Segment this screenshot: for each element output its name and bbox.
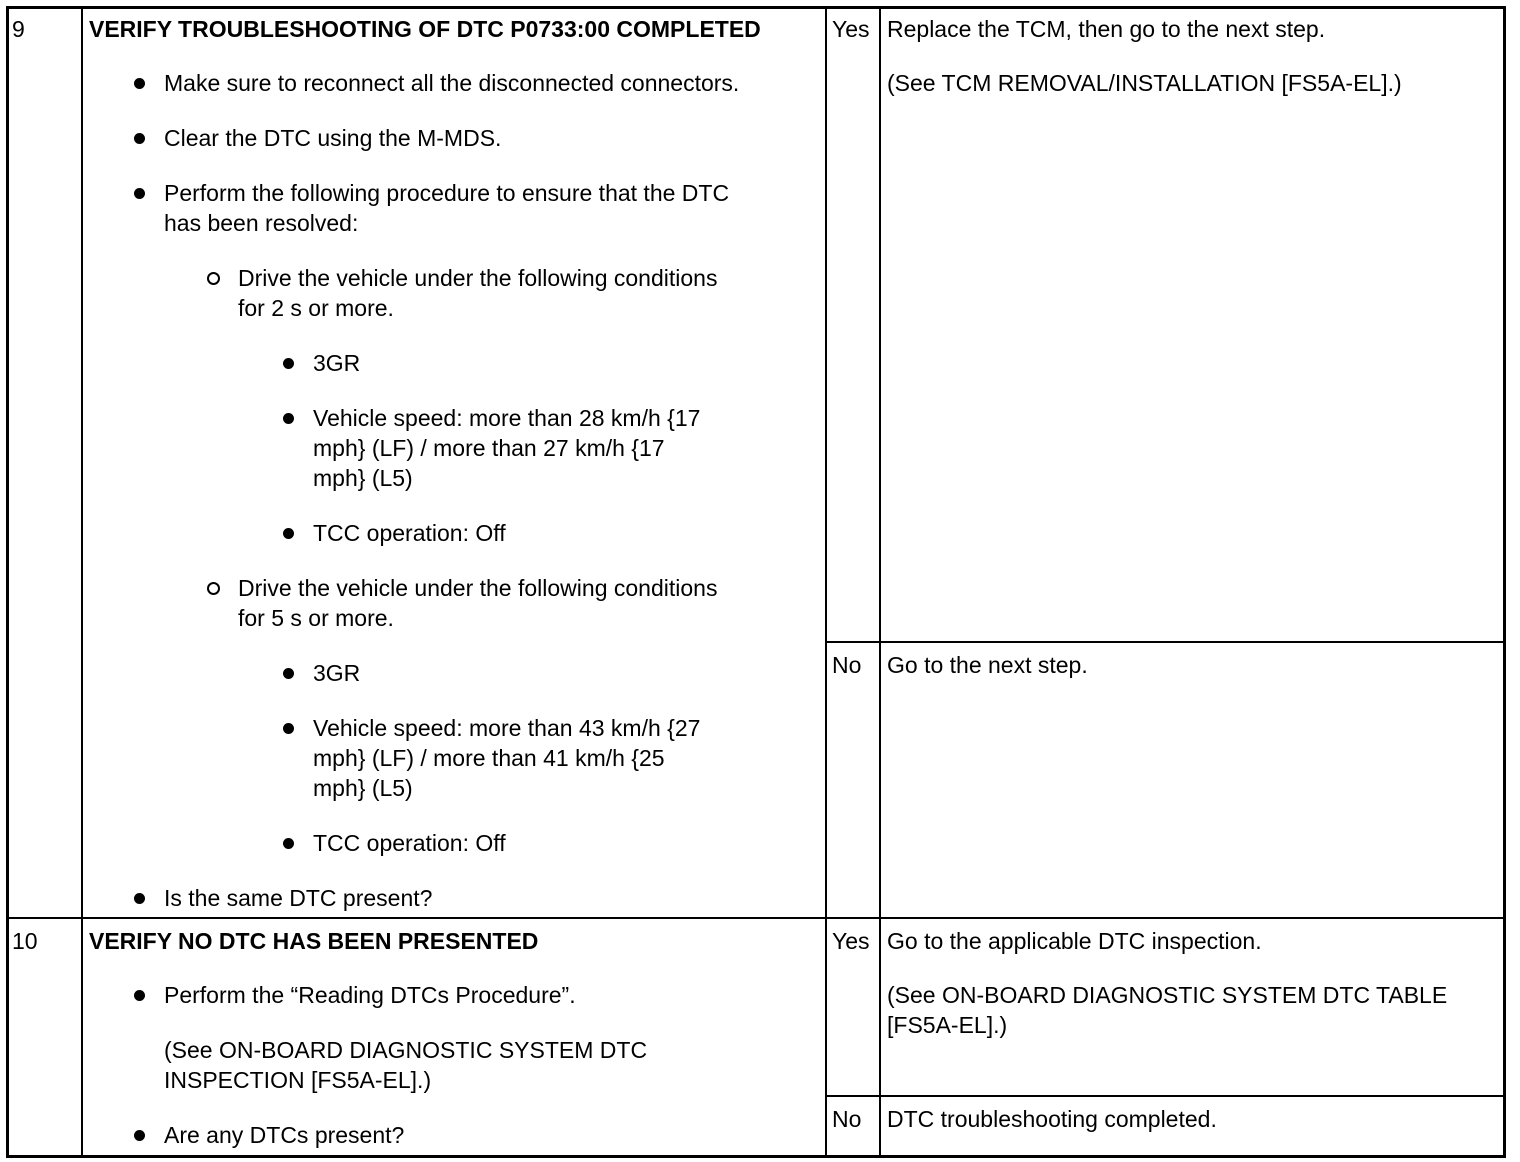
step-10-reference-line1: (See ON-BOARD DIAGNOSTIC SYSTEM DTC — [164, 1037, 648, 1063]
step-10-number: 10 — [12, 928, 38, 954]
row-divider-step-10-yes-no — [825, 1095, 1506, 1097]
step-9-yes-label: Yes — [832, 16, 870, 42]
step-10-yes-reference-line1: (See ON-BOARD DIAGNOSTIC SYSTEM DTC TABLE — [887, 982, 1448, 1008]
bullet-icon — [283, 358, 294, 369]
condition-2-gear: 3GR — [313, 660, 361, 686]
bullet-icon — [134, 1130, 145, 1141]
step-10-question: Are any DTCs present? — [164, 1122, 405, 1148]
condition-1-tcc: TCC operation: Off — [313, 520, 506, 546]
step-10-no-label: No — [832, 1106, 862, 1132]
row-divider-step-9-yes-no — [825, 641, 1506, 643]
condition-1-speed-line2: mph} (LF) / more than 27 km/h {17 — [313, 435, 665, 461]
step-9-yes-action: Replace the TCM, then go to the next step. — [887, 16, 1326, 42]
step-10-yes-reference-line2: [FS5A-EL].) — [887, 1012, 1008, 1038]
condition-1-gear: 3GR — [313, 350, 361, 376]
step-10-no-action: DTC troubleshooting completed. — [887, 1106, 1217, 1132]
bullet-icon — [283, 838, 294, 849]
bullet-icon — [134, 133, 145, 144]
bullet-icon — [283, 668, 294, 679]
step-10-bullet-read-dtcs: Perform the “Reading DTCs Procedure”. — [164, 982, 576, 1008]
step-10-reference-line2: INSPECTION [FS5A-EL].) — [164, 1067, 432, 1093]
bullet-icon — [283, 413, 294, 424]
condition-2-line2: for 5 s or more. — [238, 605, 394, 631]
condition-1-line1: Drive the vehicle under the following conditions — [238, 265, 718, 291]
condition-2-speed-line1: Vehicle speed: more than 43 km/h {27 — [313, 715, 701, 741]
column-divider-procedure — [825, 6, 827, 1158]
bullet-icon — [134, 188, 145, 199]
condition-2-speed-line3: mph} (L5) — [313, 775, 413, 801]
condition-1-speed-line1: Vehicle speed: more than 28 km/h {17 — [313, 405, 701, 431]
condition-1-line2: for 2 s or more. — [238, 295, 394, 321]
step-9-yes-reference: (See TCM REMOVAL/INSTALLATION [FS5A-EL].) — [887, 70, 1402, 96]
step-9-bullet-clear-dtc: Clear the DTC using the M-MDS. — [164, 125, 502, 151]
sub-bullet-circle-icon — [207, 272, 220, 285]
bullet-icon — [283, 528, 294, 539]
step-9-number: 9 — [12, 16, 25, 42]
step-9-no-label: No — [832, 652, 862, 678]
step-10-yes-label: Yes — [832, 928, 870, 954]
condition-1-speed-line3: mph} (L5) — [313, 465, 413, 491]
step-9-question: Is the same DTC present? — [164, 885, 433, 911]
step-9-no-action: Go to the next step. — [887, 652, 1088, 678]
row-divider-step-9-10 — [6, 917, 1506, 919]
step-9-bullet-procedure-line2: has been resolved: — [164, 210, 359, 236]
step-10-yes-action: Go to the applicable DTC inspection. — [887, 928, 1262, 954]
step-10-title: VERIFY NO DTC HAS BEEN PRESENTED — [89, 928, 539, 954]
condition-2-line1: Drive the vehicle under the following conditions — [238, 575, 718, 601]
condition-2-tcc: TCC operation: Off — [313, 830, 506, 856]
bullet-icon — [283, 723, 294, 734]
bullet-icon — [134, 990, 145, 1001]
sub-bullet-circle-icon — [207, 582, 220, 595]
bullet-icon — [134, 893, 145, 904]
step-9-title: VERIFY TROUBLESHOOTING OF DTC P0733:00 COMPLETED — [89, 16, 761, 42]
bullet-icon — [134, 78, 145, 89]
column-divider-number — [81, 6, 83, 1158]
step-9-bullet-procedure-line1: Perform the following procedure to ensure that the DTC — [164, 180, 730, 206]
step-9-bullet-reconnect: Make sure to reconnect all the disconnected connectors. — [164, 70, 740, 96]
column-divider-result — [879, 6, 881, 1158]
condition-2-speed-line2: mph} (LF) / more than 41 km/h {25 — [313, 745, 665, 771]
